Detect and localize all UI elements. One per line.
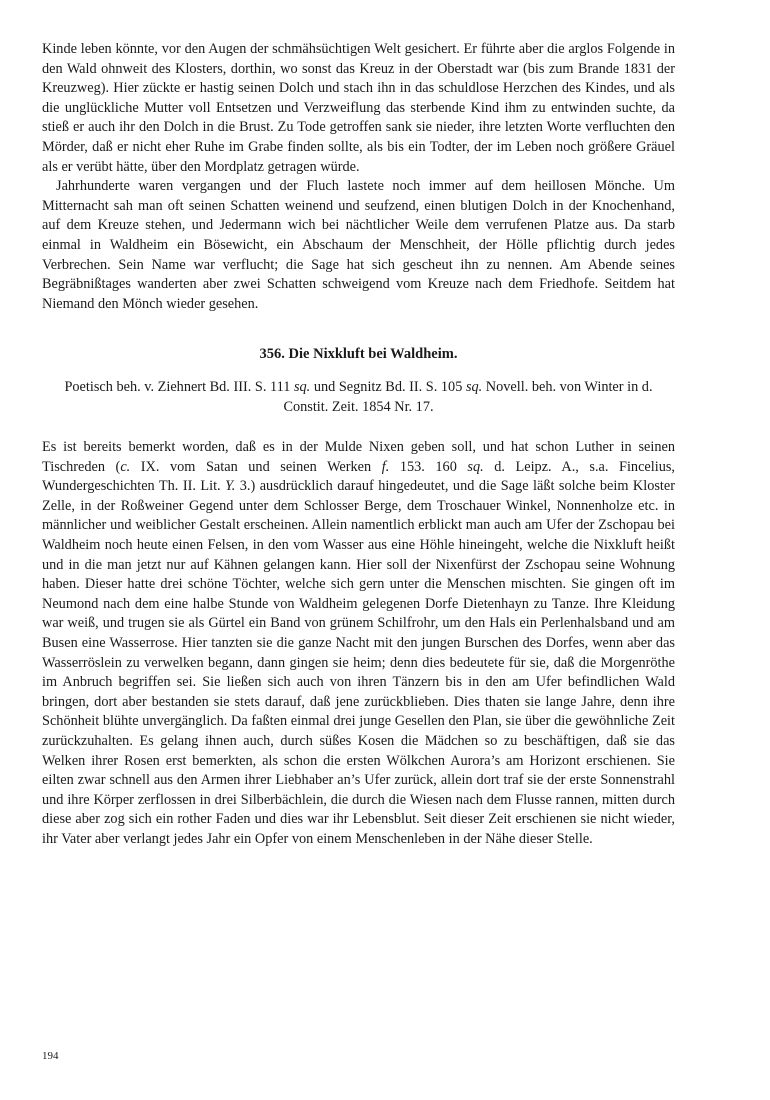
section-heading: 356. Die Nixkluft bei Waldheim. bbox=[259, 346, 458, 363]
body-text-4: d. Leipz. A., s.a. Fincelius, Wundergeschichten Th. II. Lit. bbox=[42, 458, 675, 495]
source-text-1: Poetisch beh. v. Ziehnert Bd. III. S. 111 bbox=[64, 378, 294, 395]
body-text-2: IX. vom Satan und seinen Werken bbox=[130, 458, 382, 475]
body-italic-2: f. bbox=[381, 458, 390, 475]
source-italic-sq-2: sq. bbox=[465, 378, 483, 395]
body-text-3: 153. 160 bbox=[389, 458, 468, 475]
body-text-1: Es ist bereits bemerkt worden, daß es in der Mulde Nixen geben soll, und hat schon Luther in seinen Tischreden ( bbox=[42, 439, 675, 475]
paragraph-monk-legend: Jahrhunderte waren vergangen und der Fluch lastete noch immer auf dem heillosen Mönche. Um Mitternacht sah man oft seinen Schatten weinend und seufzend, einen blutigen Dolch in der Knochenhand, auf dem Kreuze stehen, und Jedermann wich bei nächtlicher Weile dem verrufenen Platze aus. Da starb einmal in Waldheim ein Bösewicht, ein Abschaum der Menschheit, der Hölle pflichtig durch jedes Verbrechen. Sein Name war verflucht; die Sage hat sich gescheut ihn zu nennen. Am Abende seines Begräbnißtages wanderten aber zwei Schatten schweigend vom Kreuze nach dem Friedhofe. Seitdem hat Niemand den Mönch wieder gesehen. bbox=[42, 178, 675, 312]
source-citation bbox=[42, 378, 675, 417]
paragraph-nixkluft bbox=[42, 438, 675, 849]
source-text-3: Novell. beh. von Winter in d. Constit. Zeit. 1854 Nr. 17. bbox=[283, 378, 653, 415]
body-text-5: 3.) ausdrücklich darauf hingedeutet, und die Sage läßt solche beim Kloster Zelle, in der Roßweiner Gegend unter dem Schlosser Berge, dem Troschauer Winkel, Nonnenholze etc. in männlicher und weiblicher Gestalt erscheinen. Allein namentlich erblickt man auch am Ufer der Zschopau bei Waldheim noch heute einen Felsen, in den vom Wasser aus eine Höhle hineingeht, welche die Nixkluft heißt und in die man jetzt nur auf Kähnen gelangen kann. Hier soll der Nixenfürst der Zschopau seine Wohnung haben. Dieser hatte drei schöne Töchter, welche sich gern unter die Menschen mischten. Sie gingen oft im Neumond nach dem eine halbe Stunde von Waldheim gelegenen Dorfe Dietenhayn zu Tanze. Ihre Kleidung war weiß, und trugen sie als Gürtel ein Band von grünem Schilfrohr, um den Hals ein Perlenhalsband und am Busen eine Wasserrose. Hier tanzten sie die ganze Nacht mit den jungen Burschen des Dorfes, wenn aber das Wasserröslein zu verwelken begann, dann gingen sie heim; denn dies bedeutete für sie, daß die Morgenröthe im Anbruch begriffen sei. Sie ließen sich auch von ihren Tänzern bis in den am Ufer befindlichen Wald bringen, dort aber bestanden sie stets darauf, daß jene zurückblieben. Dies thaten sie lange Jahre, denn ihre Schönheit blühte unvergänglich. Da faßten einmal drei junge Gesellen den Plan, sie über die gewöhnliche Zeit zurückzuhalten. Es gelang ihnen auch, durch süßes Kosen die Mädchen so zu beschäftigen, daß sie das Welken ihrer Rosen erst bemerkten, als schon die ersten Wölkchen Aurora’s am Horizont erschienen. Sie eilten zwar schnell aus den Armen ihrer Liebhaber an’s Ufer zurück, allein dort traf sie der erste Sonnenstrahl und ihre Körper zerflossen in drei Silberbächlein, die durch die Wiesen nach dem Flusse rannen, mitten durch diese aber zog sich ein rother Faden und dies war ihr Lebensblut. Seit dieser Zeit erschienen sie nicht wieder, ihr Vater aber verlangt jedes Jahr ein Opfer von einem Menschenleben in der Nähe dieser Stelle. bbox=[42, 478, 676, 847]
body-italic-4: Y. bbox=[225, 478, 236, 495]
page-number: 194 bbox=[42, 1050, 59, 1062]
book-page bbox=[42, 40, 675, 850]
source-text-2: und Segnitz Bd. II. S. 105 bbox=[310, 378, 466, 395]
body-italic-3: sq. bbox=[467, 458, 484, 475]
paragraph-continuation: Kinde leben könnte, vor den Augen der schmähsüchtigen Welt gesichert. Er führte aber die arglos Folgende in den Wald ohnweit des Klosters, dorthin, wo sonst das Kreuz in der Oberstadt war (bis zum Brande 1831 der Kreuzweg). Hier zückte er hastig seinen Dolch und stach ihn in das schuldlose Herzchen des Kindes, und als die unglückliche Mutter voll Entsetzen und Verzweiflung das sterbende Kind ihm zu entwinden suchte, da stieß er auch ihr den Dolch in die Brust. Zu Tode getroffen sank sie nieder, ihre letzten Worte verfluchten den Mörder, daß er nicht eher Ruhe im Grabe finden sollte, als bis ein Todter, der im Leben noch größere Gräuel als er verübt hätte, über den Mordplatz getragen würde. bbox=[42, 41, 675, 175]
body-italic-1: c. bbox=[120, 458, 131, 475]
source-italic-sq-1: sq. bbox=[293, 378, 311, 395]
